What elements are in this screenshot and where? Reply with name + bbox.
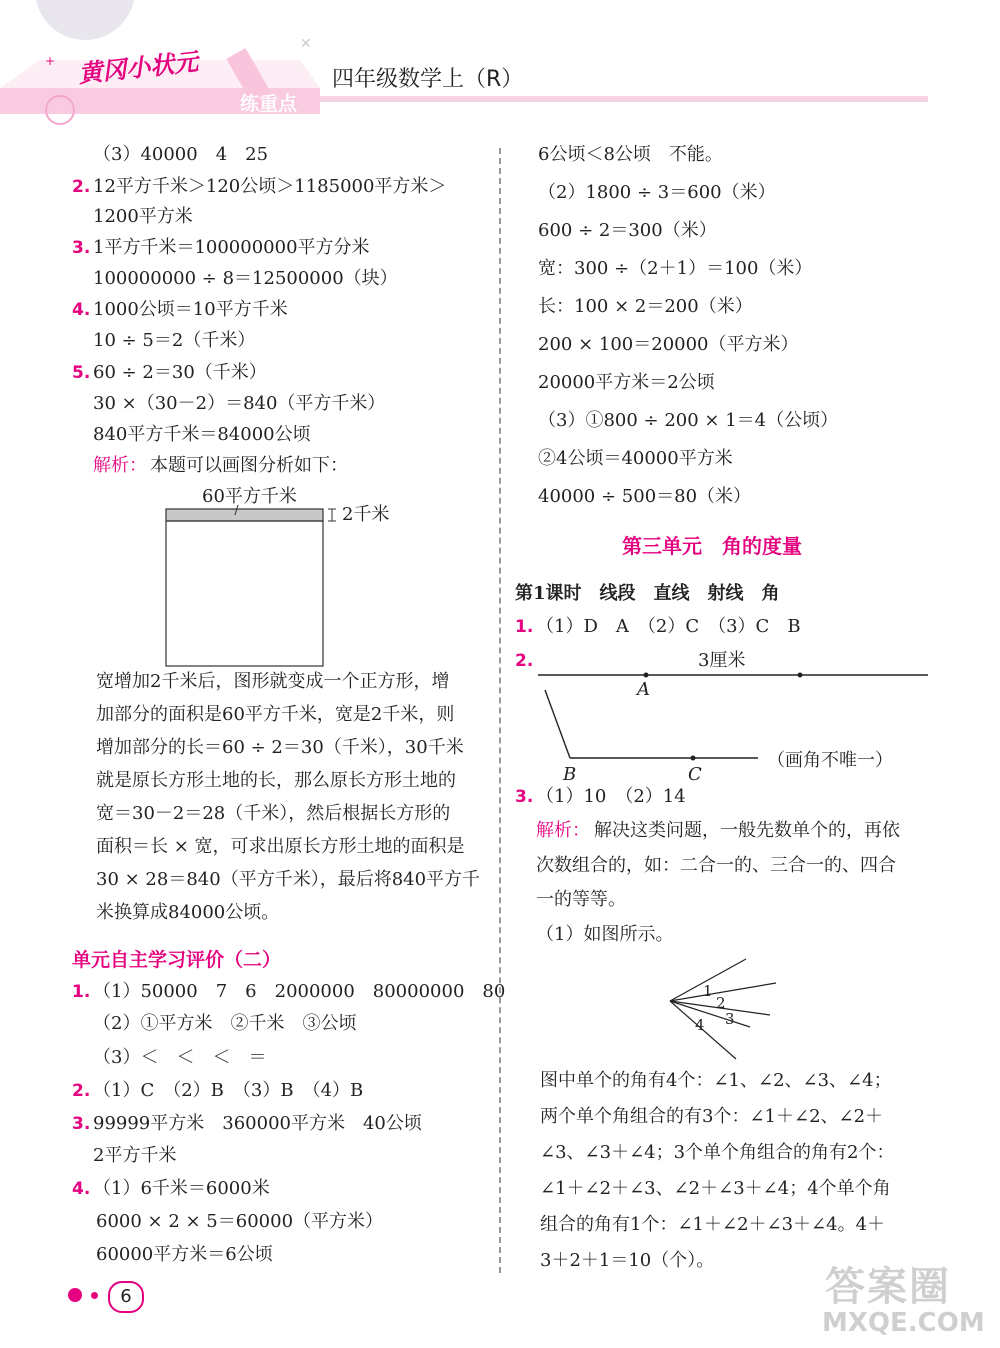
answer-line: 60 ÷ 2＝30（千米） [93,362,267,383]
explanation-line: 增加部分的长＝60 ÷ 2＝30（千米），30千米 [96,737,464,758]
answer-line: （2）①平方米 ②千米 ③公顷 [93,1013,357,1034]
rectangle-figure [160,505,400,670]
figure-measure-label: 3厘米 [698,650,746,671]
answer-line: ②4公顷＝40000平方米 [538,448,733,469]
page-marker-dot-small [91,1292,98,1299]
explanation-line: 宽＝30－2＝28（千米），然后根据长方形的 [96,803,451,824]
figure-side-label: 2千米 [342,504,390,525]
answer-line: 长：100 × 2＝200（米） [538,296,753,317]
question-number: 1. [72,982,91,1002]
analysis-label: 解析： [536,820,590,841]
page-number: 6 [120,1286,132,1307]
answer-line: 99999平方米 360000平方米 40公顷 [93,1113,422,1134]
header [0,0,1000,140]
figure-top-label: 60平方千米 [202,486,297,507]
analysis-text: 一的等等。 [536,889,626,910]
analysis-label: 解析： [93,455,147,476]
explanation-line: 加部分的面积是60平方千米，宽是2千米，则 [96,704,455,725]
answer-line: 40000 ÷ 500＝80（米） [538,486,752,507]
explanation-line: 就是原长方形土地的长，那么原长方形土地的 [96,770,456,791]
explanation-line: 图中单个的角有4个：∠1、∠2、∠3、∠4； [540,1070,892,1091]
explanation-line: 两个单个角组合的有3个：∠1＋∠2、∠2＋ [540,1106,884,1127]
explanation-line: 面积＝长 × 宽，可求出原长方形土地的面积是 [96,836,465,857]
question-number: 3. [72,238,91,258]
explanation-line: 3＋2＋1＝10（个）。 [540,1250,715,1271]
answer-line: 1000公顷＝10平方千米 [93,299,288,320]
point-b-label: B [563,764,577,785]
answer-line: 840平方千米＝84000公顷 [93,424,311,445]
book-title: 四年级数学上（R） [332,67,524,92]
analysis-text: 本题可以画图分析如下： [150,455,348,476]
unit-title: 第三单元 角的度量 [622,534,802,558]
answer-line: （3）①800 ÷ 200 × 1＝4（公顷） [538,410,839,431]
answer-line: 2平方千米 [93,1145,177,1166]
answer-line: 12平方千米＞120公顷＞1185000平方米＞ [93,176,447,197]
answer-line: （1）6千米＝6000米 [93,1178,270,1199]
question-number: 2. [72,177,91,197]
answer-line: 10 ÷ 5＝2（千米） [93,330,256,351]
answer-line: 200 × 100＝20000（平方米） [538,334,799,355]
answer-line: 60000平方米＝6公顷 [96,1244,273,1265]
question-number: 4. [72,1179,91,1199]
question-number: 1. [515,617,534,637]
header-rule [320,96,928,102]
question-number: 4. [72,300,91,320]
question-number: 2. [72,1081,91,1101]
angle-label: 1 [703,982,713,1000]
answer-line: （3）40000 4 25 [93,144,269,165]
point-a-label: A [637,679,650,700]
question-number: 3. [515,787,534,807]
explanation-line: 30 × 28＝840（平方千米），最后将840平方千 [96,869,481,890]
answer-line: （1）C （2）B （3）B （4）B [93,1080,364,1101]
watermark: 答案圈 [825,1264,951,1310]
explanation-line: 宽增加2千米后，图形就变成一个正方形，增 [96,671,450,692]
answer-line: 100000000 ÷ 8＝12500000（块） [93,268,398,289]
question-number: 2. [515,651,534,671]
logo: 黄冈小状元 [77,47,200,89]
analysis-text: 次数组合的，如：二合一的、三合一的、四合 [536,855,896,876]
answer-line: 6000 × 2 × 5＝60000（平方米） [96,1211,384,1232]
explanation-line: ∠3、∠3＋∠4；3个单个角组合的角有2个： [540,1142,895,1163]
page-marker-dot [68,1288,82,1302]
explanation-line: ∠1＋∠2＋∠3、∠2＋∠3＋∠4；4个单个角 [540,1178,891,1199]
explanation-line: 组合的角有1个：∠1＋∠2＋∠3＋∠4。4＋ [540,1214,886,1235]
page-number-badge [108,1281,144,1313]
angle-label: 2 [716,994,726,1012]
figure-note: （画角不唯一） [767,750,893,771]
column-divider [499,148,501,1273]
answer-line: 1平方千米＝100000000平方分米 [93,237,370,258]
watermark-url: MXQE.COM [822,1308,985,1338]
answer-line: 1200平方米 [93,206,193,227]
question-number: 5. [72,363,91,383]
answer-line: 600 ÷ 2＝300（米） [538,220,717,241]
explanation-line: 米换算成84000公顷。 [96,902,280,923]
answer-line: （1）10 （2）14 [536,786,686,807]
answer-line: （2）1800 ÷ 3＝600（米） [538,182,776,203]
answer-line: 20000平方米＝2公顷 [538,372,715,393]
answer-line: 宽：300 ÷（2＋1）＝100（米） [538,258,813,279]
answer-line: （1）D A （2）C （3）C B [536,616,801,637]
svg-text:✕: ✕ [300,36,312,52]
analysis-text: 解决这类问题，一般先数单个的，再依 [594,820,900,841]
answer-line: （1）50000 7 6 2000000 80000000 80 [93,981,506,1002]
point-c-label: C [688,764,702,785]
answer-line: （3）＜ ＜ ＜ ＝ [93,1047,267,1068]
figure-caption: （1）如图所示。 [536,924,674,945]
header-badge: 练重点 [240,93,298,115]
section-title: 单元自主学习评价（二） [72,949,282,971]
answer-line: 30 ×（30－2）＝840（平方千米） [93,393,386,414]
svg-text:+: + [45,54,56,68]
angle-label: 3 [725,1010,735,1028]
angle-label: 4 [695,1016,705,1034]
question-number: 3. [72,1114,91,1134]
lesson-title: 第1课时 线段 直线 射线 角 [515,583,780,604]
answer-line: 6公顷＜8公顷 不能。 [538,144,723,165]
